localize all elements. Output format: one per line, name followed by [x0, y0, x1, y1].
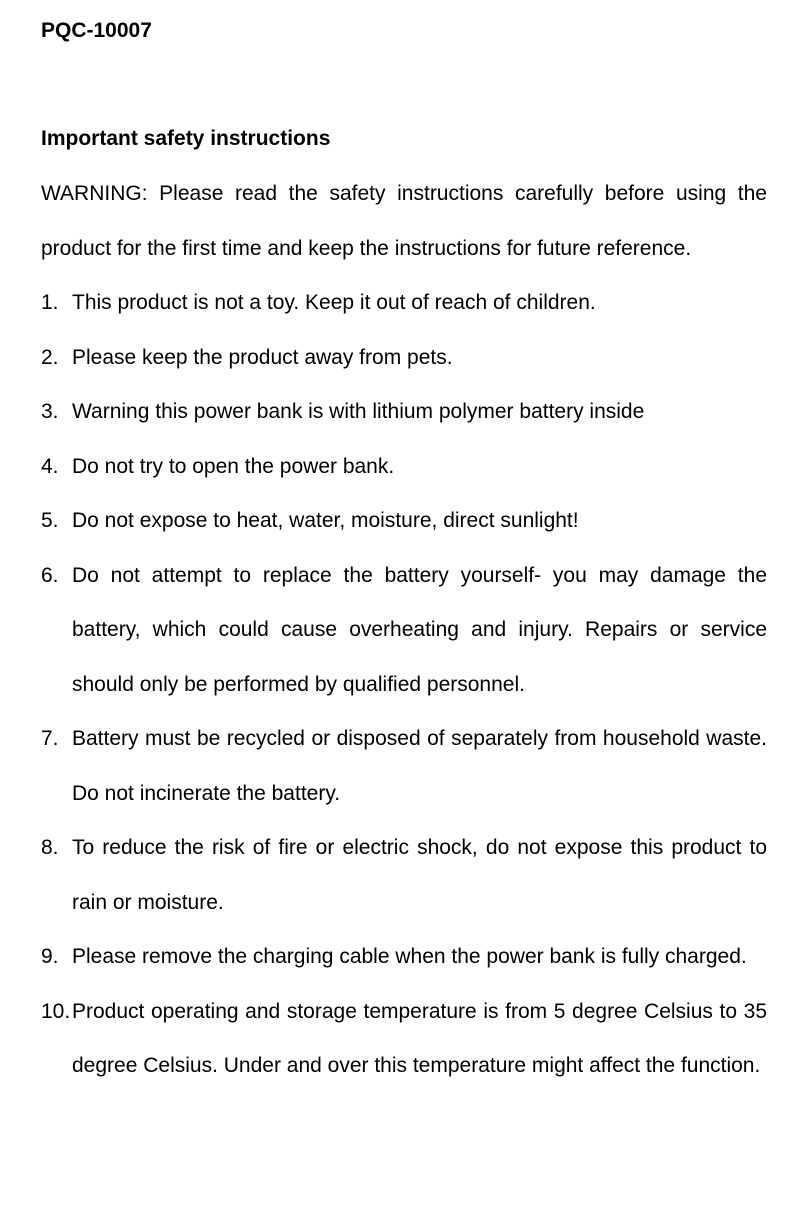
list-item-text: Do not try to open the power bank. — [72, 454, 395, 478]
warning-paragraph: WARNING: Please read the safety instructions carefully before using the product for the first time and keep the instructions for future reference. — [41, 182, 767, 260]
list-item-text: Do not expose to heat, water, moisture, direct sunlight! — [72, 509, 579, 532]
list-item-number: 6. — [41, 563, 59, 587]
document-body — [41, 167, 767, 1094]
list-item-text: Product operating and storage temperature is from 5 degree Celsius to 35 degree Celsius. Under and over this temperature might affect the function. — [72, 999, 767, 1077]
list-item-number: 9. — [41, 945, 59, 968]
list-item — [41, 440, 767, 495]
list-item-number: 7. — [41, 727, 59, 750]
list-item-text: This product is not a toy. Keep it out of reach of children. — [72, 291, 596, 314]
list-item-text: Please keep the product away from pets. — [72, 345, 453, 369]
list-item-number: 5. — [41, 509, 59, 532]
list-item — [41, 276, 767, 331]
list-item-number: 1. — [41, 291, 59, 314]
list-item — [41, 930, 767, 985]
list-item — [41, 385, 767, 440]
section-title: Important safety instructions — [41, 127, 331, 150]
list-item-number: 8. — [41, 836, 59, 859]
list-item — [41, 712, 767, 821]
document-code: PQC-10007 — [41, 19, 152, 42]
list-item-text: Battery must be recycled or disposed of separately from household waste. Do not incinerate the battery. — [72, 727, 767, 805]
list-item — [41, 985, 767, 1094]
list-item-number: 10. — [41, 999, 71, 1023]
list-item — [41, 821, 767, 930]
list-item-text: Please remove the charging cable when the power bank is fully charged. — [72, 945, 747, 968]
list-item — [41, 494, 767, 549]
list-item-text: Do not attempt to replace the battery yourself- you may damage the battery, which could cause overheating and injury. Repairs or service should only be performed by qualified personnel. — [72, 563, 767, 696]
list-item-number: 4. — [41, 454, 59, 478]
list-item-number: 3. — [41, 400, 59, 423]
instruction-list — [41, 276, 767, 1094]
list-item-number: 2. — [41, 345, 59, 369]
list-item — [41, 549, 767, 713]
list-item — [41, 331, 767, 386]
list-item-text: Warning this power bank is with lithium polymer battery inside — [72, 400, 645, 423]
list-item-text: To reduce the risk of fire or electric shock, do not expose this product to rain or moisture. — [72, 836, 767, 914]
